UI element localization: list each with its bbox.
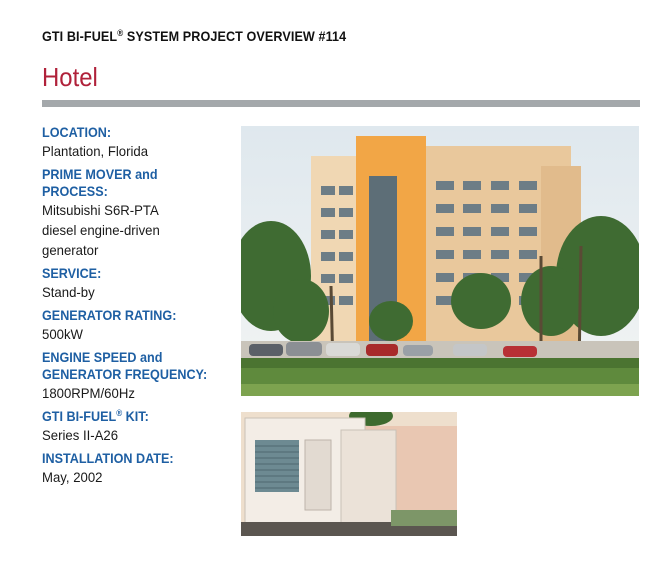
- prime-mover-value: [42, 200, 221, 260]
- location-label: LOCATION:: [42, 124, 112, 140]
- generator-photo-illustration: [241, 412, 457, 536]
- hotel-photo: [241, 126, 639, 396]
- prime-mover-value-line: diesel engine-driven: [42, 222, 160, 238]
- prime-mover-label-line1: PRIME MOVER: [42, 166, 136, 182]
- location-value: Plantation, Florida: [42, 143, 149, 159]
- prime-mover-label: [42, 166, 213, 200]
- generator-photo: [241, 412, 457, 536]
- prime-mover-label-and: and: [135, 166, 158, 182]
- generator-rating-value: 500kW: [42, 326, 83, 342]
- engine-speed-label-and: and: [140, 349, 163, 365]
- kit-label-suffix: KIT:: [122, 408, 149, 424]
- header-registered-mark: ®: [117, 28, 124, 38]
- generator-rating-label: GENERATOR RATING:: [42, 307, 177, 323]
- overview-header: [42, 28, 346, 44]
- header-title-suffix: SYSTEM PROJECT OVERVIEW #114: [123, 28, 347, 44]
- kit-label-prefix: GTI BI-FUEL: [42, 408, 117, 424]
- title-divider: [42, 100, 640, 107]
- service-label: SERVICE:: [42, 265, 102, 281]
- engine-speed-label-line2: GENERATOR FREQUENCY:: [42, 366, 208, 382]
- engine-speed-label: [42, 349, 213, 383]
- kit-label: [42, 408, 213, 425]
- engine-speed-value: 1800RPM/60Hz: [42, 385, 135, 401]
- prime-mover-value-line: generator: [42, 242, 99, 258]
- kit-value: Series II-A26: [42, 427, 119, 443]
- prime-mover-label-line2: PROCESS:: [42, 183, 108, 199]
- header-title-prefix: GTI BI-FUEL: [42, 28, 118, 44]
- hotel-photo-illustration: [241, 126, 639, 396]
- installation-date-label: INSTALLATION DATE:: [42, 450, 174, 466]
- installation-date-value: May, 2002: [42, 469, 103, 485]
- engine-speed-label-line1: ENGINE SPEED: [42, 349, 141, 365]
- page-title: Hotel: [42, 62, 98, 92]
- kit-registered-mark: ®: [116, 408, 123, 418]
- project-info: [42, 124, 232, 492]
- service-value: Stand-by: [42, 284, 95, 300]
- prime-mover-value-line: Mitsubishi S6R-PTA: [42, 202, 159, 218]
